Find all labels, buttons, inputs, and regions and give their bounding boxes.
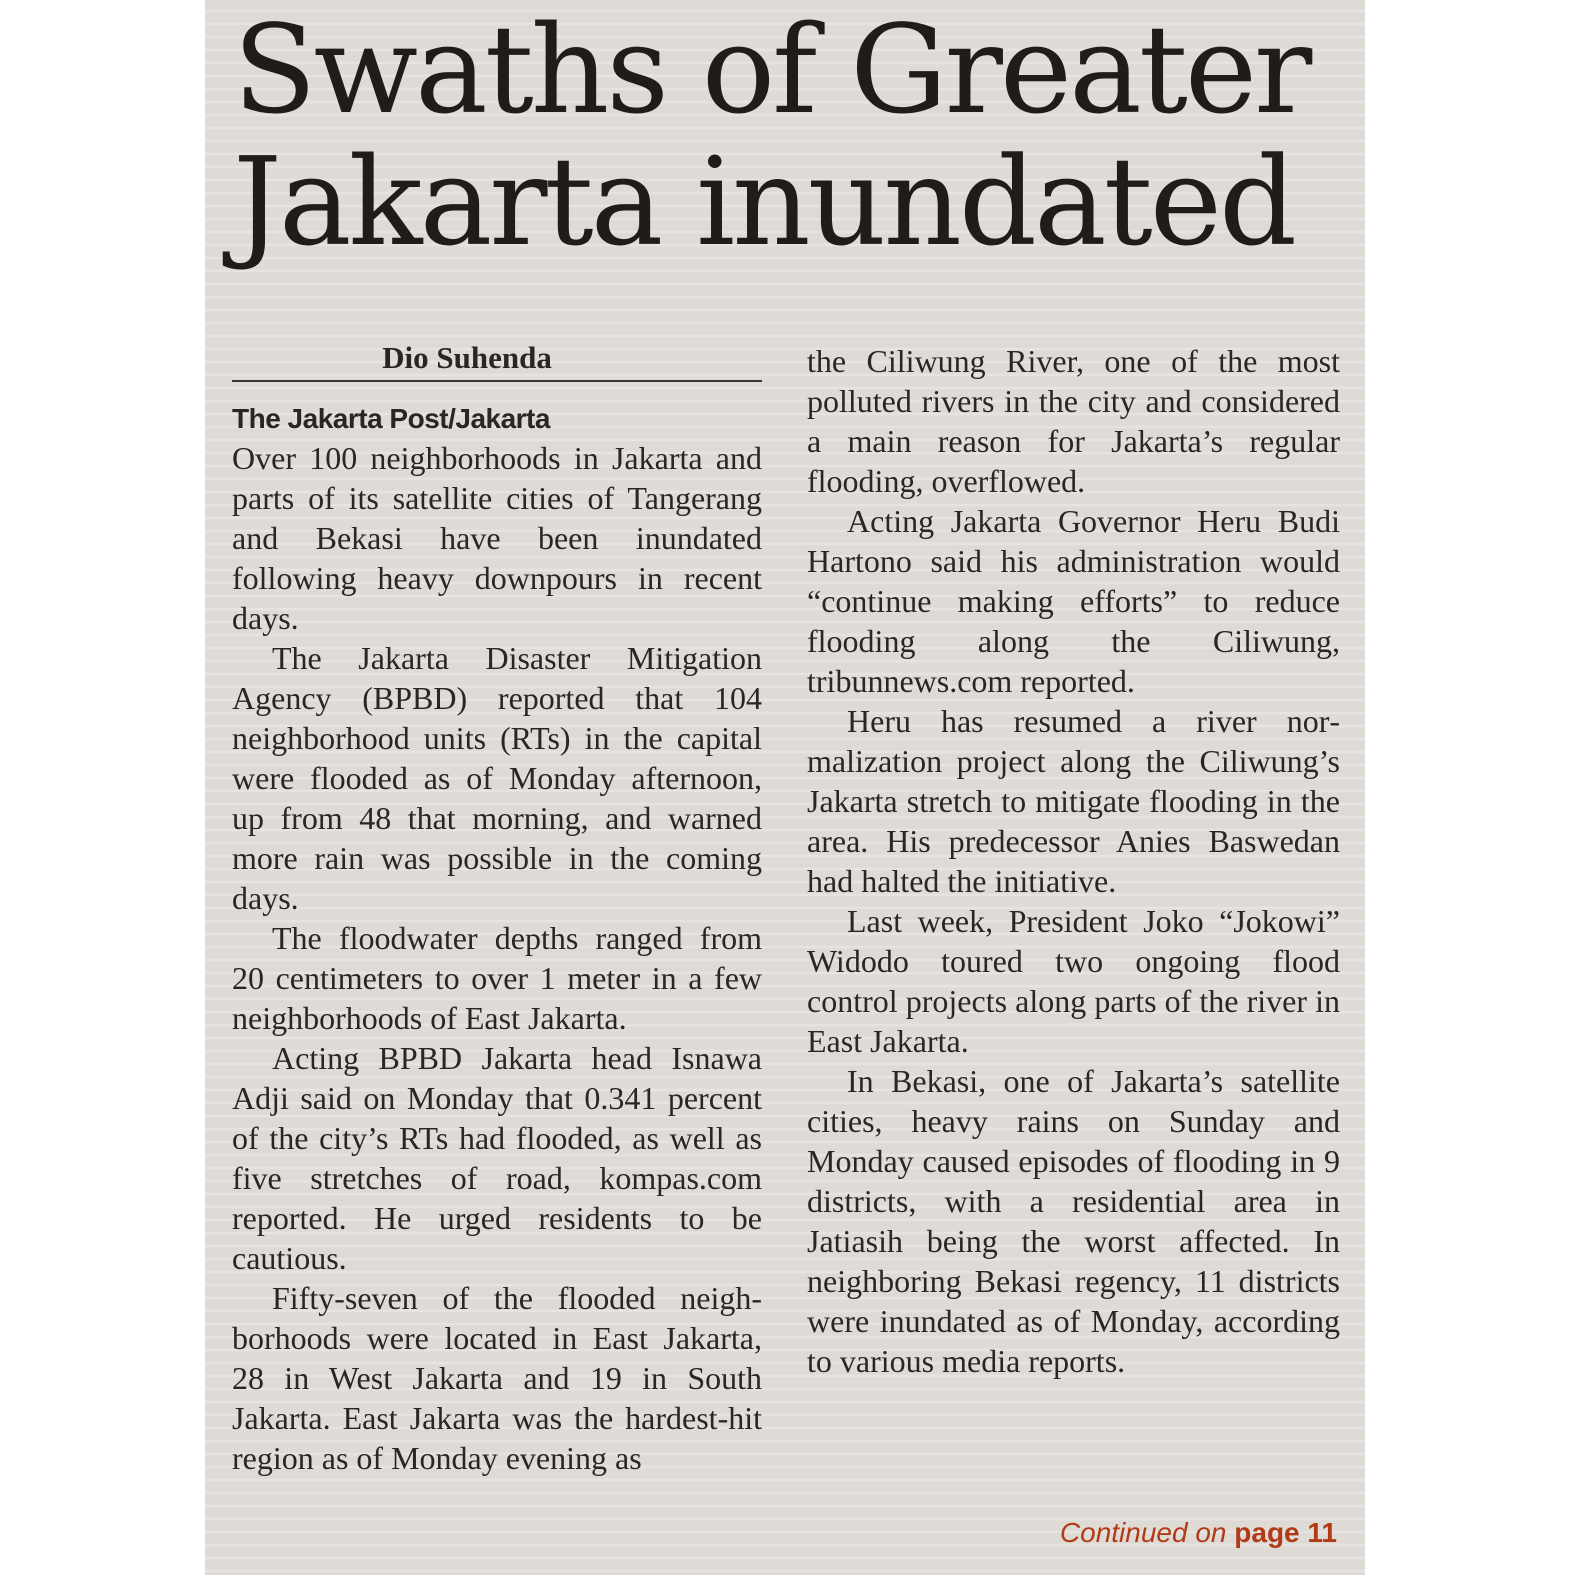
paragraph: Heru has resumed a river normalization project along the Ciliwung’s Jakarta stretch to mitigate flooding in the area. His predecessor Anies Baswedan had halted the initiative. [807, 703, 1340, 899]
paragraph: Acting BPBD Jakarta head Isnawa Adji said on Monday that 0.341 percent of the city’s RTs had flooded, as well as five stretches of road, kompas.com reported. He urged residents to be cautious. [232, 1040, 762, 1276]
article-column-right [807, 341, 1340, 1381]
continued-label: Continued on [1059, 1517, 1227, 1548]
paragraph: Last week, President Joko “Jokowi” Widodo toured two ongoing flood control projects along parts of the river in East Jakarta. [807, 903, 1340, 1059]
headline-line-2: Jakarta inundated [233, 131, 1295, 273]
paragraph: Over 100 neighborhoods in Jakarta and parts of its satellite cities of Tangerang and Bekasi have been inundated following heavy downpours in recent days. [232, 440, 762, 636]
paragraph: In Bekasi, one of Jakarta’s satellite cities, heavy rains on Sunday and Monday caused episodes of flooding in 9 districts, with a residential area in Jatiasih being the worst affected. In neighboring Bekasi regency, 11 districts were inundated as of Monday, according to various media reports. [807, 1063, 1340, 1379]
paragraph: Acting Jakarta Governor Heru Budi Hartono said his administration would “continue making efforts” to reduce flooding along the Ciliwung, tribunnews.com reported. [807, 503, 1340, 699]
paragraph: the Ciliwung River, one of the most polluted rivers in the city and considered a main reason for Jakarta’s regular flooding, overflowed. [807, 343, 1340, 499]
dateline: The Jakarta Post/Jakarta [232, 403, 550, 434]
continued-note [1060, 1517, 1337, 1549]
article-column-left [232, 338, 762, 1478]
continued-page: page 11 [1234, 1517, 1337, 1548]
paragraph: The floodwater depths ranged from 20 centimeters to over 1 meter in a few neighborhoods of East Jakarta. [232, 920, 762, 1036]
paragraph: The Jakarta Disaster Mitigation Agency (BPBD) reported that 104 neighborhood units (RTs) in the capital were flooded as of Monday afternoon, up from 48 that morning, and warned more rain was possible in the coming days. [232, 640, 762, 916]
byline: Dio Suhenda [232, 338, 762, 382]
paragraph: Fifty-seven of the flooded neighborhoods were located in East Jakarta, 28 in West Jakarta and 19 in South Jakarta. East Jakarta was the hardest-hit region as of Monday evening as [232, 1280, 762, 1476]
headline [233, 0, 1353, 273]
headline-line-1: Swaths of Greater [233, 0, 1310, 141]
newspaper-clipping [205, 0, 1365, 1575]
